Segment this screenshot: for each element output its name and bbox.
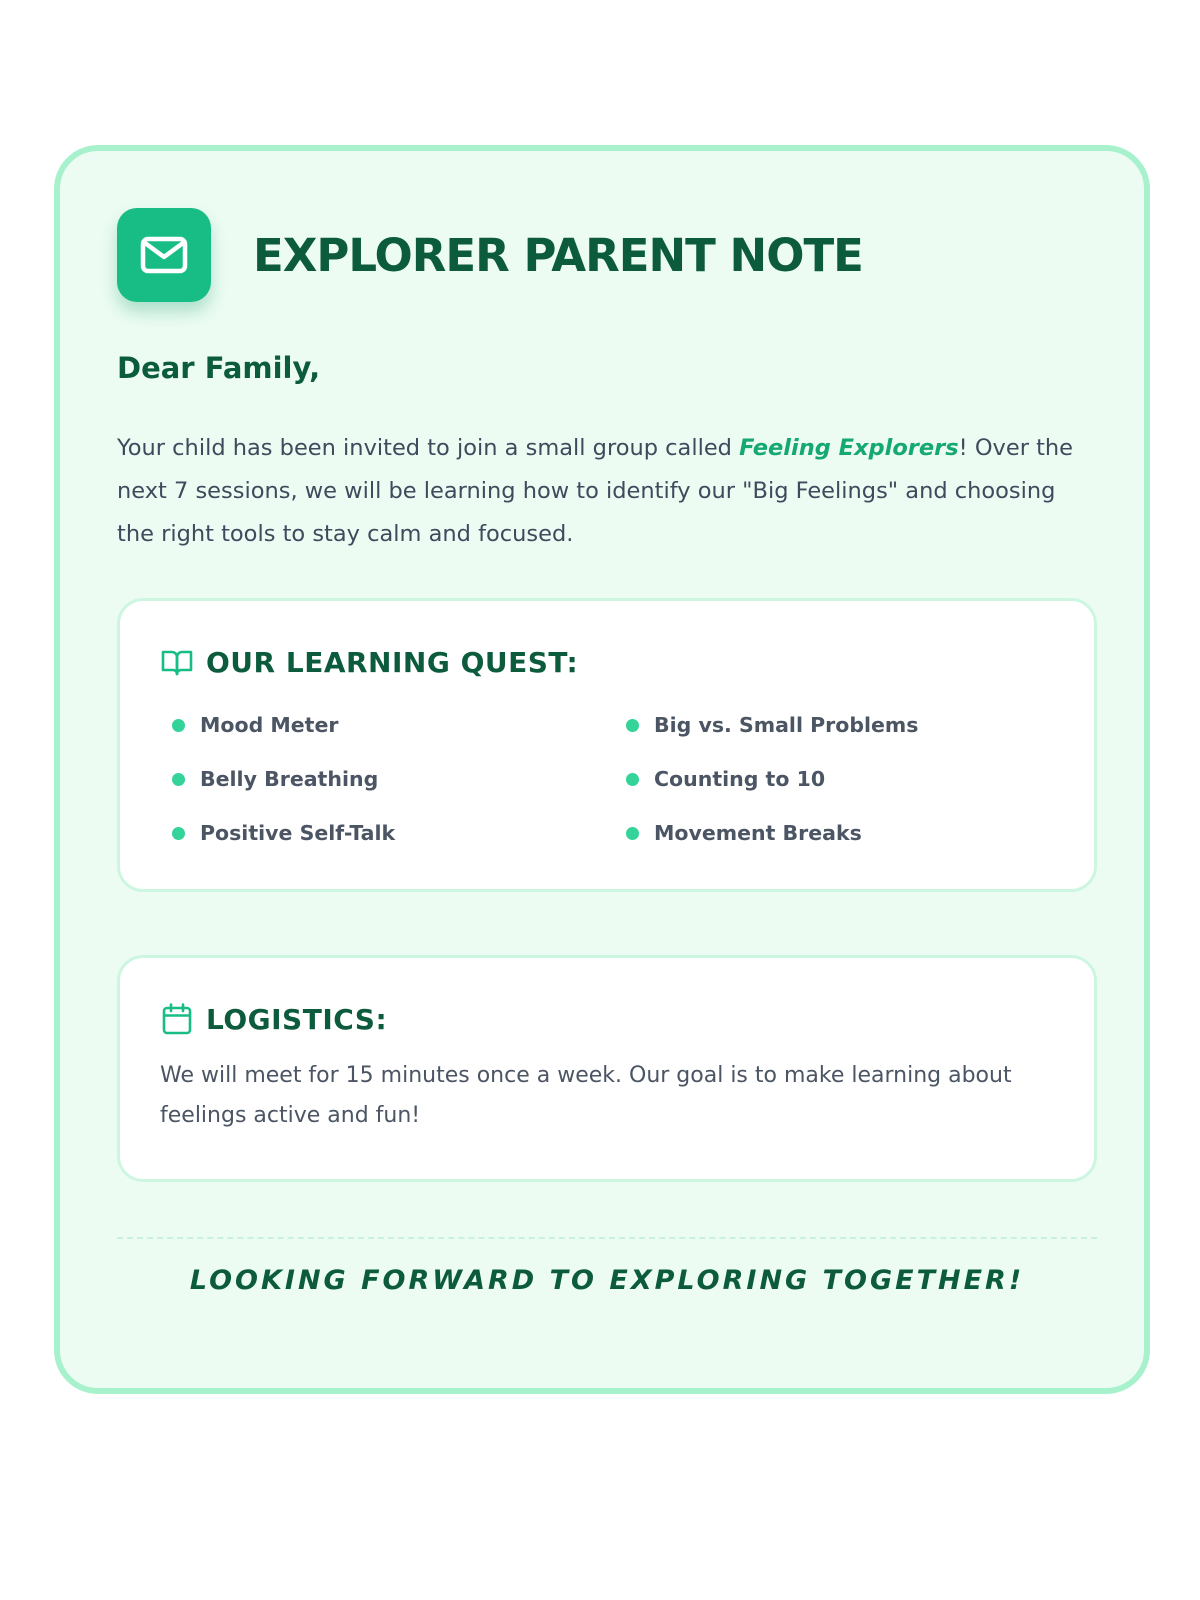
bullet-dot <box>172 827 185 840</box>
signoff: LOOKING FORWARD TO EXPLORING TOGETHER! <box>189 1265 1025 1296</box>
list-item <box>626 764 1052 794</box>
quest-item-label: Big vs. Small Problems <box>654 713 919 737</box>
list-item <box>172 710 626 740</box>
parent-note-card <box>54 145 1150 1394</box>
learning-quest-heading <box>160 645 578 679</box>
list-item <box>626 710 1052 740</box>
bullet-dot <box>626 773 639 786</box>
list-item <box>172 818 626 848</box>
learning-quest-title: OUR LEARNING QUEST: <box>206 645 579 679</box>
quest-item-label: Mood Meter <box>200 713 339 737</box>
calendar-icon <box>160 1002 194 1036</box>
quest-item-label: Counting to 10 <box>654 767 826 791</box>
bullet-dot <box>172 773 185 786</box>
intro-text-start: Your child has been invited to join a small group called <box>117 435 740 461</box>
page-title: EXPLORER PARENT NOTE <box>253 228 863 282</box>
learning-quest-panel <box>117 598 1097 892</box>
learning-quest-list <box>172 710 1052 848</box>
intro-text-end: ! Over the next 7 sessions, we will be learning how to identify our "Big Feelings" and choosing the right tools to stay calm and focused. <box>117 435 1074 547</box>
greeting: Dear Family, <box>117 351 321 385</box>
list-item <box>172 764 626 794</box>
bullet-dot <box>626 827 639 840</box>
intro-paragraph <box>117 427 1092 556</box>
logistics-panel <box>117 955 1097 1182</box>
dashed-divider <box>117 1237 1097 1239</box>
bullet-dot <box>172 719 185 732</box>
logistics-title: LOGISTICS: <box>206 1002 388 1036</box>
quest-item-label: Belly Breathing <box>200 767 379 791</box>
group-name: Feeling Explorers <box>739 435 959 461</box>
logistics-heading <box>160 1002 387 1036</box>
note-header <box>117 208 863 302</box>
envelope-icon <box>117 208 211 302</box>
open-book-icon <box>160 645 194 679</box>
quest-item-label: Movement Breaks <box>654 821 862 845</box>
quest-item-label: Positive Self-Talk <box>200 821 396 845</box>
list-item <box>626 818 1052 848</box>
logistics-text: We will meet for 15 minutes once a week. Our goal is to make learning about feelings active and fun! <box>160 1063 1012 1128</box>
bullet-dot <box>626 719 639 732</box>
